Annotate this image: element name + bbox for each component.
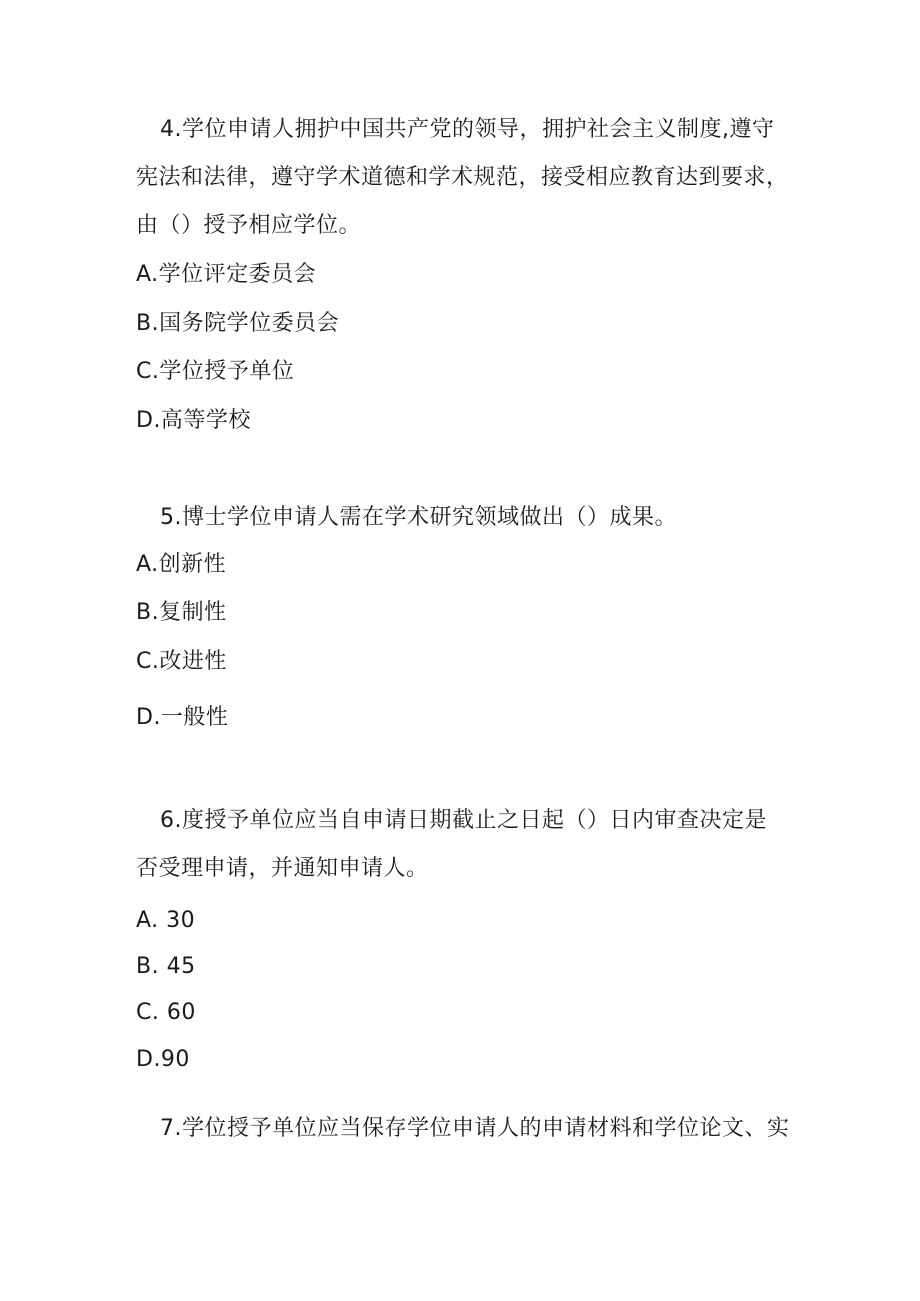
question-4-option-b: B.国务院学位委员会 <box>136 311 340 336</box>
question-4-line-1: 4.学位申请人拥护中国共产党的领导，拥护社会主义制度,遵守 <box>160 117 775 142</box>
question-6-option-c: C. 60 <box>136 1000 196 1025</box>
question-6-option-d: D.90 <box>136 1047 190 1072</box>
question-5-option-a: A.创新性 <box>136 552 227 577</box>
question-6-option-a: A. 30 <box>136 908 196 933</box>
question-4-option-a: A.学位评定委员会 <box>136 262 317 287</box>
question-5-line-1: 5.博士学位申请人需在学术研究领域做出（）成果。 <box>160 505 677 530</box>
question-4-line-3: 由（）授予相应学位。 <box>136 213 362 238</box>
question-6-option-b: B. 45 <box>136 954 196 979</box>
question-4-option-c: C.学位授予单位 <box>136 359 295 384</box>
question-6-line-2: 否受理申请，并通知申请人。 <box>136 856 429 881</box>
question-6-line-1: 6.度授予单位应当自申请日期截止之日起（）日内审查决定是 <box>160 808 767 833</box>
question-5-option-b: B.复制性 <box>136 600 227 625</box>
question-4-line-2: 宪法和法律，遵守学术道德和学术规范，接受相应教育达到要求， <box>136 165 789 190</box>
question-7-line-1: 7.学位授予单位应当保存学位申请人的申请材料和学位论文、实 <box>160 1116 790 1141</box>
question-5-option-c: C.改进性 <box>136 649 227 674</box>
question-5-option-d: D.一般性 <box>136 705 229 730</box>
question-4-option-d: D.高等学校 <box>136 408 251 433</box>
